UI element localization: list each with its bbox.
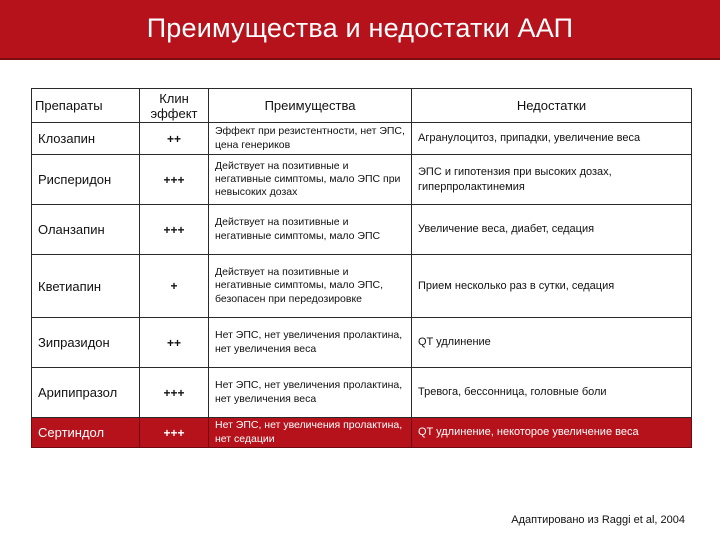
clinical-effect: +++ (140, 418, 209, 448)
disadvantages-cell: QT удлинение (412, 318, 692, 368)
table-header-row (32, 89, 692, 123)
disadvantages-cell: Увеличение веса, диабет, седация (412, 205, 692, 255)
advantages-cell: Нет ЭПС, нет увеличения пролактина, нет увеличения веса (209, 318, 412, 368)
drug-name: Сертиндол (32, 418, 140, 448)
table-row (32, 123, 692, 155)
table-row (32, 155, 692, 205)
page-title: Преимущества и недостатки ААП (146, 13, 574, 43)
table-row-highlighted (32, 418, 692, 448)
clinical-effect: ++ (140, 123, 209, 155)
disadvantages-cell: QT удлинение, некоторое увеличение веса (412, 418, 692, 448)
header-disadvantages: Недостатки (412, 89, 692, 123)
drug-name: Зипразидон (32, 318, 140, 368)
disadvantages-cell: Прием несколько раз в сутки, седация (412, 255, 692, 318)
drug-name: Арипипразол (32, 368, 140, 418)
source-credit: Адаптировано из Raggi et al, 2004 (511, 514, 685, 526)
header-effect-line2: эффект (150, 105, 198, 121)
advantages-cell: Действует на позитивные и негативные симптомы, мало ЭПС, безопасен при передозировке (209, 255, 412, 318)
clinical-effect: +++ (140, 205, 209, 255)
advantages-cell: Действует на позитивные и негативные симптомы, мало ЭПС (209, 205, 412, 255)
table-row (32, 205, 692, 255)
advantages-cell: Нет ЭПС, нет увеличения пролактина, нет седации (209, 418, 412, 448)
table-row (32, 368, 692, 418)
advantages-cell: Действует на позитивные и негативные симптомы, мало ЭПС при невысоких дозах (209, 155, 412, 205)
drug-name: Рисперидон (32, 155, 140, 205)
header-advantages: Преимущества (209, 89, 412, 123)
advantages-cell: Нет ЭПС, нет увеличения пролактина, нет увеличения веса (209, 368, 412, 418)
clinical-effect: +++ (140, 368, 209, 418)
drug-name: Оланзапин (32, 205, 140, 255)
clinical-effect: ++ (140, 318, 209, 368)
comparison-table (31, 88, 692, 448)
clinical-effect: +++ (140, 155, 209, 205)
drug-name: Кветиапин (32, 255, 140, 318)
header-drug: Препараты (32, 89, 140, 123)
table-row (32, 318, 692, 368)
header-clinical-effect (140, 89, 209, 123)
title-bar (0, 0, 720, 60)
table-row (32, 255, 692, 318)
disadvantages-cell: Агранулоцитоз, припадки, увеличение веса (412, 123, 692, 155)
clinical-effect: + (140, 255, 209, 318)
disadvantages-cell: Тревога, бессонница, головные боли (412, 368, 692, 418)
header-effect-line1: Клин (159, 90, 189, 106)
advantages-cell: Эффект при резистентности, нет ЭПС, цена генериков (209, 123, 412, 155)
drug-name: Клозапин (32, 123, 140, 155)
disadvantages-cell: ЭПС и гипотензия при высоких дозах, гиперпролактинемия (412, 155, 692, 205)
